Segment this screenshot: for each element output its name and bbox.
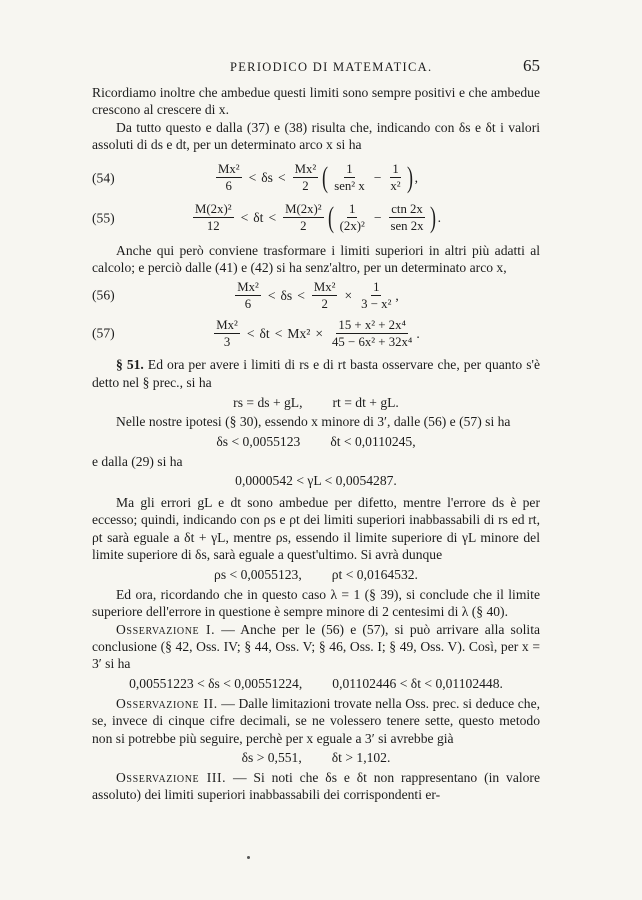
equation-55: (55) M(2x)² 12 < δt < M(2x)² 2 ( 1 (2x)² − ctn 2x sen 2x ) . (92, 200, 441, 234)
fraction: Mx² 6 (217, 162, 240, 194)
delta-t: δt (259, 325, 270, 341)
fraction: $\frac{\text{Mx²}}{2}$ (313, 279, 336, 311)
delta-t: δt (253, 209, 264, 225)
paragraph: § 51. Ed ora per avere i limiti di rs e di rt basta osservare che, per quanto s'è detto nel § prec., si ha (92, 357, 540, 390)
equation-delta-bounds: δs < 0,0055123 δt < 0,0110245, (216, 433, 416, 449)
paragraph: Anche qui però conviene trasformare i limiti superiori in altri più adatti al calcolo; e perciò dalle (41) e (42) si ha senz'altro, per un determinato arco x, (92, 242, 540, 276)
paragraph: Osservazione III. — Si noti che δs e δt non rappresentano (in valore assoluto) dei limiti superiori inabbassabili dei corrispondenti er- (92, 769, 540, 803)
remark-heading: Osservazione III. (116, 769, 227, 785)
fraction: 1 (2x)² (339, 202, 365, 234)
equation-r: rs = ds + gL, rt = dt + gL. (233, 394, 399, 410)
fraction: $\frac{1}{\text{3 − x²}}$ (361, 279, 392, 311)
equation-number: (54) (92, 169, 115, 185)
equation-remark-1: 0,00551223 < δs < 0,00551224, 0,01102446 < δt < 0,01102448. (129, 676, 503, 692)
equation-54: (54) Mx² 6 < δs < Mx² 2 ( 1 sen² x − $\frac{1}{\text{x²}}$ ) , (92, 160, 419, 194)
fraction: M(2x)² 2 (285, 202, 322, 234)
equation-rho-bounds: ρs < 0,0055123, ρt < 0,0164532. (214, 566, 418, 582)
fraction: Mx² 3 (216, 317, 238, 349)
paragraph: Nelle nostre ipotesi (§ 30), essendo x minore di 3′, dalle (56) e (57) si ha (116, 414, 511, 430)
equation-57: (57) Mx² 3 < δt < Mx² × $\frac{\text{15 + x² + 2x⁴}}{\text{45 − 6x² + 32x⁴}}$ . (92, 317, 420, 349)
paragraph: Ed ora, ricordando che in questo caso λ = 1 (§ 39), si conclude che il limite superiore dell'errore in questione è sempre minore di 2 centesimi di λ (§ 40). (92, 586, 540, 620)
paragraph: e dalla (29) si ha (92, 453, 183, 469)
paragraph: Osservazione II. — Dalle limitazioni trovate nella Oss. prec. si deduce che, se, invece di cinque cifre decimali, se ne volessero tenere sette, questo metodo non si potrebbe più seguire, perchè per x eguale a 3′ si avrebbe già (92, 695, 540, 746)
running-header (92, 58, 540, 78)
paragraph: Da tutto questo e dalla (37) e (38) risulta che, indicando con δs e δt i valori assoluti di ds e dt, per un determinato arco x si ha (92, 119, 540, 153)
equation-56: (56) Mx² 6 < δs < $\frac{\text{Mx²}}{2}$ × $\frac{1}{\text{3 − x²}}$ , (92, 279, 399, 311)
equation-number: (57) (92, 325, 115, 341)
print-mark (247, 856, 250, 859)
delta-s: δs (280, 287, 293, 303)
equation-remark-2: δs > 0,551, δt > 1,102. (241, 750, 391, 766)
text-column (92, 84, 540, 804)
fraction: Mx² 6 (237, 279, 259, 311)
fraction: $\frac{\text{15 + x² + 2x⁴}}{\text{45 − 6x² + 32x⁴}}$ (332, 317, 413, 349)
fraction: ctn 2x sen 2x (390, 202, 424, 234)
equation-number: (56) (92, 287, 115, 303)
remark-heading: Osservazione I. (116, 621, 216, 637)
parenthesized-group: ( 1 (2x)² − ctn 2x sen 2x ) (327, 200, 436, 234)
section-number: § 51. (116, 357, 144, 373)
paragraph: Ricordiamo inoltre che ambedue questi limiti sono sempre positivi e che ambedue crescono al crescere di x. (92, 85, 540, 118)
paragraph: Ma gli errori gL e dt sono ambedue per difetto, mentre l'errore ds è per eccesso; quindi, indicando con ρs e ρt dei limiti superiori inabbassabili di rs ed rt, ρt sarà eguale a δt + γL, mentre ρs, essendo il limite superiore di γL minore del limite superiore di δs, sarà eguale a quest'ultimo. Si avrà dunque (92, 495, 540, 563)
remark-heading: Osservazione II. (116, 695, 218, 711)
equation-number: (55) (92, 209, 115, 225)
paragraph: Osservazione I. — Anche per le (56) e (57), si può arrivare alla solita conclusione (§ 42, Oss. IV; § 44, Oss. V; § 46, Oss. I; § 49, Oss. V). Così, per x = 3′ si ha (92, 621, 541, 672)
fraction: $\frac{1}{\text{x²}}$ (390, 162, 401, 194)
delta-s: δs (261, 169, 273, 185)
fraction: M(2x)² 12 (195, 202, 232, 234)
equation-gamma-bounds: 0,0000542 < γL < 0,0054287. (235, 473, 397, 489)
page-number: 65 (523, 56, 540, 75)
journal-title: PERIODICO DI MATEMATICA. (230, 60, 433, 74)
fraction: 1 sen² x (334, 162, 365, 194)
fraction: Mx² 2 (294, 162, 317, 194)
parenthesized-group: ( 1 sen² x − $\frac{1}{\text{x²}}$ ) (322, 160, 413, 194)
